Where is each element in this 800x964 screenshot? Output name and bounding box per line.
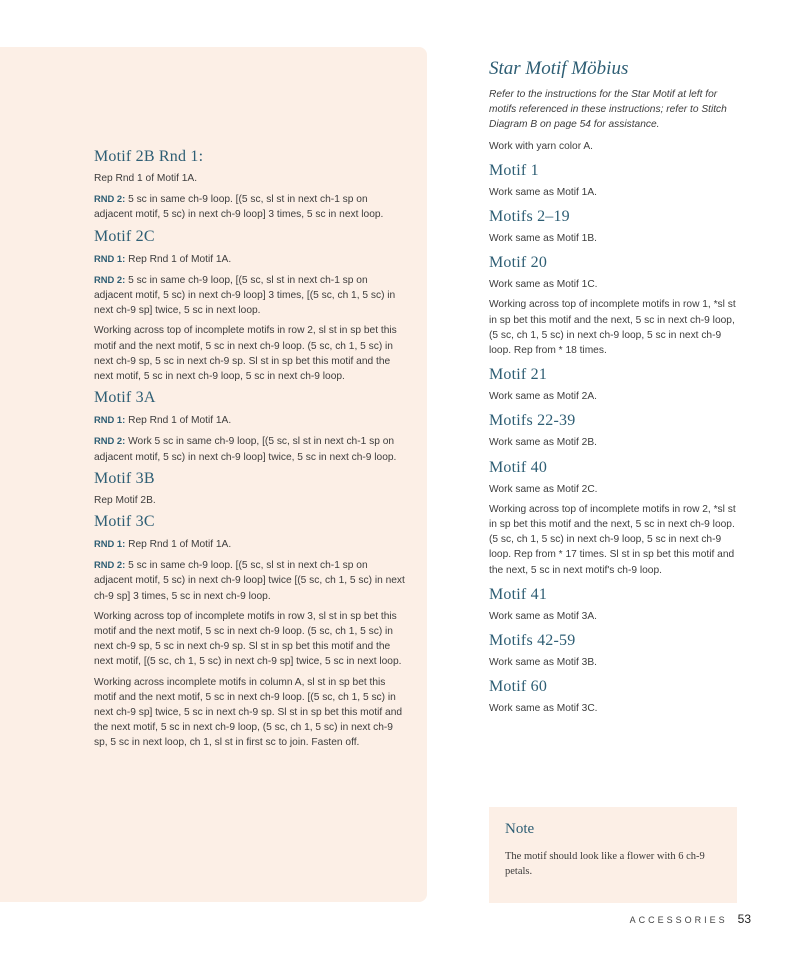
rnd-text: Work 5 sc in same ch-9 loop, [(5 sc, sl st in next ch-1 sp on adjacent motif, 5 sc) in next ch-9 loop] twice, 5 sc in next ch-9 loop. xyxy=(94,436,397,463)
motif-2b-section xyxy=(94,148,406,223)
motif-3a-heading: Motif 3A xyxy=(94,389,156,407)
motif-41-text: Work same as Motif 3A. xyxy=(489,610,597,622)
motif-3a-section xyxy=(94,389,406,465)
motif-2c-paragraph: Working across top of incomplete motifs in row 2, sl st in sp bet this motif and the next motif, 5 sc in next ch-9 loop. (5 sc, ch 1, 5 sc) in next ch-9 sp, 5 sc in next ch-9 sp. Sl st in sp bet this motif and the next motif, 5 sc in next ch-9 loop, 5 sc in next ch-9 loop. xyxy=(94,325,397,383)
motif-3c-rnd1 xyxy=(94,536,406,552)
motif-3b-text: Rep Motif 2B. xyxy=(94,494,156,506)
motif-3b-section xyxy=(94,470,406,508)
left-column xyxy=(94,148,406,756)
rnd-label: RND 2: xyxy=(94,559,126,571)
motif-60-heading: Motif 60 xyxy=(489,678,548,696)
motif-40-text: Work same as Motif 2C. xyxy=(489,483,598,495)
motifs-22-39-text: Work same as Motif 2B. xyxy=(489,437,597,449)
motifs-2-19-heading: Motifs 2–19 xyxy=(489,208,570,226)
motif-3c-paragraph-2: Working across incomplete motifs in column A, sl st in sp bet this motif and the next motif, 5 sc in next ch-9 loop. [(5 sc, ch 1, 5 sc) in next ch-9 sp] twice, 5 sc in next ch-9 sp. Sl st in sp bet this motif and the next motif, 5 sc in next ch-9 loop, (5 sc, ch 1, 5 sc) in next ch-9 sp, 5 sc in next loop, ch 1, sl st in first sc to join. Fasten off. xyxy=(94,676,403,749)
motif-20-heading: Motif 20 xyxy=(489,254,548,272)
note-text: The motif should look like a flower with 6 ch-9 petals. xyxy=(505,851,705,877)
motif-2b-rnd2 xyxy=(94,191,406,222)
motif-1-heading: Motif 1 xyxy=(489,161,539,179)
rnd-label: RND 1: xyxy=(94,414,126,426)
motif-21-text: Work same as Motif 2A. xyxy=(489,391,597,403)
motifs-42-59-heading: Motifs 42-59 xyxy=(489,632,576,650)
rnd-label: RND 2: xyxy=(94,193,126,205)
motif-1-text: Work same as Motif 1A. xyxy=(489,186,597,198)
motif-2c-rnd1 xyxy=(94,251,406,267)
motif-60-text: Work same as Motif 3C. xyxy=(489,703,598,715)
rnd-text: Rep Rnd 1 of Motif 1A. xyxy=(125,539,232,551)
motif-3c-heading: Motif 3C xyxy=(94,513,155,531)
rnd-label: RND 1: xyxy=(94,252,126,264)
rnd-label: RND 2: xyxy=(94,435,126,447)
motif-2c-heading: Motif 2C xyxy=(94,227,155,245)
page-title: Star Motif Möbius xyxy=(489,58,629,79)
note-title: Note xyxy=(505,821,535,837)
rnd-label: RND 1: xyxy=(94,538,126,550)
motif-20-text: Work same as Motif 1C. xyxy=(489,279,598,291)
note-box xyxy=(489,807,737,903)
motif-3c-paragraph: Working across top of incomplete motifs in row 3, sl st in sp bet this motif and the next motif, 5 sc in next ch-9 loop. (5 sc, ch 1, 5 sc) in next ch-9 sp, 5 sc in next ch-9 sp. Sl st in sp bet this motif and the next motif, [(5 sc, ch 1, 5 sc) in next ch-9 sp] twice, 5 sc in next loop. xyxy=(94,610,402,668)
rnd-text: Rep Rnd 1 of Motif 1A. xyxy=(125,253,232,265)
rnd-text: 5 sc in same ch-9 loop, [(5 sc, sl st in next ch-1 sp on adjacent motif, 5 sc) in next ch-9 loop] 3 times, [(5 sc, ch 1, 5 sc) in next ch-9 sp] twice, 5 sc in next loop. xyxy=(94,274,396,317)
motifs-2-19-text: Work same as Motif 1B. xyxy=(489,233,597,245)
motif-3b-heading: Motif 3B xyxy=(94,469,155,487)
page-footer xyxy=(630,912,751,926)
motif-2c-rnd2 xyxy=(94,272,406,319)
page-number: 53 xyxy=(737,912,751,926)
motif-3c-rnd2 xyxy=(94,557,406,604)
rnd-label: RND 2: xyxy=(94,273,126,285)
motif-20-paragraph: Working across top of incomplete motifs in row 1, *sl st in sp bet this motif and the next, 5 sc in next ch-9 loop, (5 sc, ch 1, 5 sc) in next ch-9 loop, 5 sc in next ch-9 loop. Rep from * 18 times. xyxy=(489,299,736,357)
motif-3a-rnd2 xyxy=(94,433,406,464)
motif-3c-section xyxy=(94,513,406,751)
rnd-text: 5 sc in same ch-9 loop. [(5 sc, sl st in next ch-1 sp on adjacent motif, 5 sc) in next ch-9 loop] twice [(5 sc, ch 1, 5 sc) in next ch-9 sp] 3 times, 5 sc in next ch-9 loop. xyxy=(94,560,405,602)
motif-41-heading: Motif 41 xyxy=(489,585,548,603)
motifs-42-59-text: Work same as Motif 3B. xyxy=(489,657,597,669)
motifs-22-39-heading: Motifs 22-39 xyxy=(489,412,576,430)
motif-40-heading: Motif 40 xyxy=(489,458,548,476)
rnd-text: Rep Rnd 1 of Motif 1A. xyxy=(125,415,232,427)
intro-text: Refer to the instructions for the Star Motif at left for motifs referenced in these instructions; refer to Stitch Diagram B on page 54 for assistance. xyxy=(489,89,727,131)
rnd-text: 5 sc in same ch-9 loop. [(5 sc, sl st in next ch-1 sp on adjacent motif, 5 sc) in next ch-9 loop] 3 times, 5 sc in next loop. xyxy=(94,194,384,221)
motif-40-paragraph: Working across top of incomplete motifs in row 2, *sl st in sp bet this motif and the next, 5 sc in next ch-9 loop. (5 sc, ch 1, 5 sc) in next ch-9 loop, 5 sc in next ch-9 loop. Rep from * 17 times. Sl st in sp bet this motif and the next, 5 sc in next motif's ch-9 loop. xyxy=(489,503,736,576)
yarn-instruction: Work with yarn color A. xyxy=(489,140,593,152)
section-label: ACCESSORIES xyxy=(629,915,728,925)
motif-2c-section xyxy=(94,228,406,385)
motif-2b-rnd1: Rep Rnd 1 of Motif 1A. xyxy=(94,173,198,184)
motif-3a-rnd1 xyxy=(94,412,406,428)
right-column xyxy=(489,58,739,721)
motif-2b-heading: Motif 2B Rnd 1: xyxy=(94,148,204,165)
motif-21-heading: Motif 21 xyxy=(489,366,548,384)
